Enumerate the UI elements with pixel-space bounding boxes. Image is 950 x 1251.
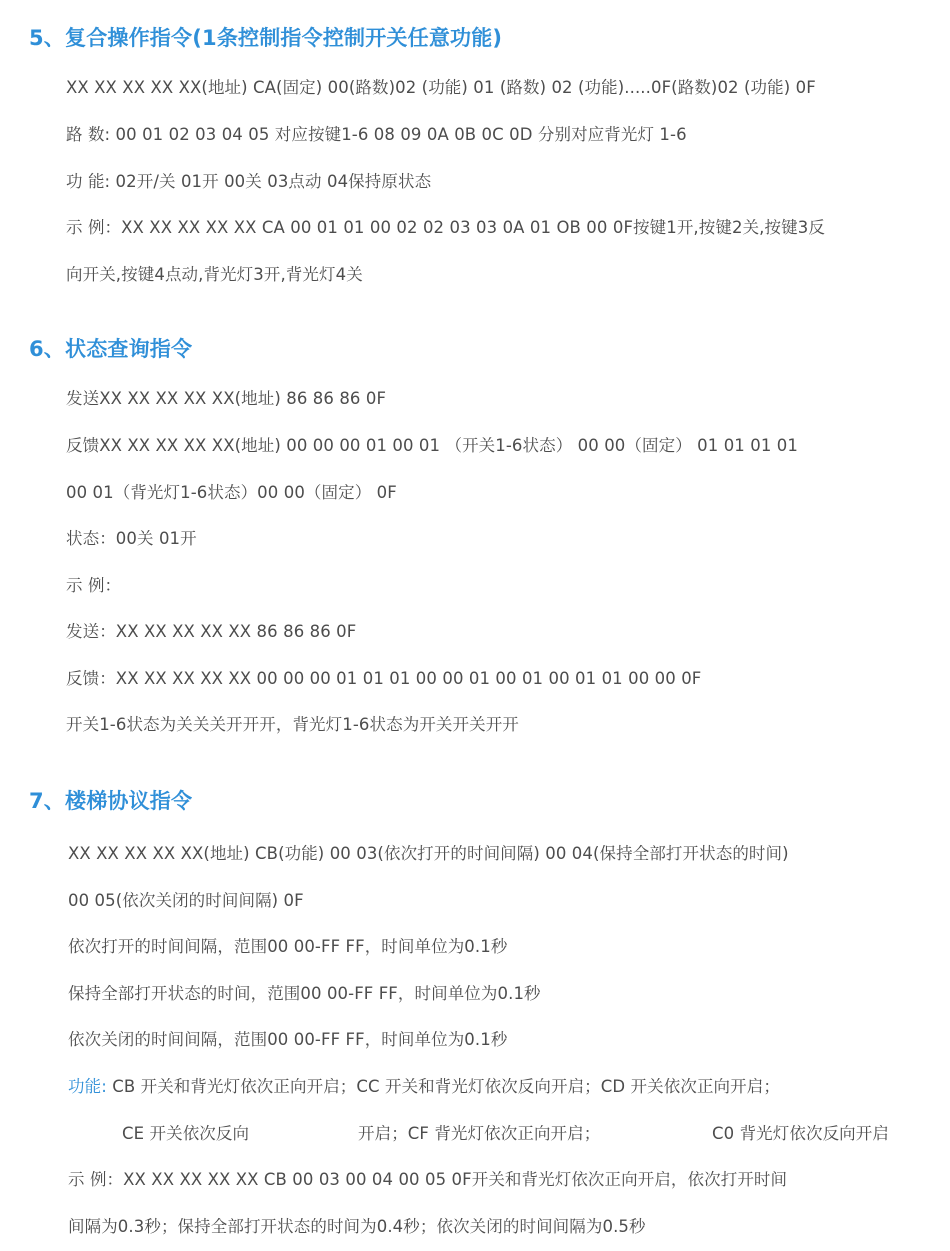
section-7-function-line-2b: 开启；CF 背光灯依次正向开启； <box>358 1124 601 1143</box>
section-6-line-3: 00 01（背光灯1-6状态）00 00（固定） 0F <box>66 483 397 502</box>
function-label: 功能: <box>68 1077 107 1096</box>
section-5-line-2: 路 数: 00 01 02 03 04 05 对应按键1-6 08 09 0A 0B 0C 0D 分别对应背光灯 1-6 <box>66 125 687 144</box>
section-7-line-3: 依次打开的时间间隔，范围00 00-FF FF，时间单位为0.1秒 <box>68 937 508 956</box>
section-6-heading: 6、状态查询指令 <box>29 337 193 361</box>
section-6-line-5: 示 例： <box>66 576 122 595</box>
section-5-line-4: 示 例：XX XX XX XX XX CA 00 01 01 00 02 02 03 03 0A 01 OB 00 0F按键1开,按键2关,按键3反 <box>66 218 825 237</box>
section-5-line-3: 功 能: 02开/关 01开 00关 03点动 04保持原状态 <box>66 172 432 191</box>
section-7-function-line-2a: CE 开关依次反向 <box>122 1124 250 1143</box>
section-5-line-5: 向开关,按键4点动,背光灯3开,背光灯4关 <box>66 265 363 284</box>
section-7-example-line-1: 示 例：XX XX XX XX XX CB 00 03 00 04 00 05 0F开关和背光灯依次正向开启，依次打开时间 <box>68 1170 788 1189</box>
section-7-line-2: 00 05(依次关闭的时间间隔) 0F <box>68 891 304 910</box>
function-text-1: CB 开关和背光灯依次正向开启；CC 开关和背光灯依次反向开启；CD 开关依次正向开启； <box>106 1077 780 1096</box>
section-7-function-line-2c: C0 背光灯依次反向开启 <box>712 1124 889 1143</box>
section-6-line-6: 发送：XX XX XX XX XX 86 86 86 0F <box>66 622 357 641</box>
section-5-heading: 5、复合操作指令(1条控制指令控制开关任意功能) <box>29 26 503 50</box>
section-7-function-line-1 <box>68 1073 780 1097</box>
section-6-line-2: 反馈XX XX XX XX XX(地址) 00 00 00 01 00 01 （开关1-6状态） 00 00（固定） 01 01 01 01 <box>66 436 798 455</box>
section-6-line-1: 发送XX XX XX XX XX(地址) 86 86 86 0F <box>66 389 387 408</box>
section-7-example-line-2: 间隔为0.3秒；保持全部打开状态的时间为0.4秒；依次关闭的时间间隔为0.5秒 <box>68 1217 646 1236</box>
section-5-line-1: XX XX XX XX XX(地址) CA(固定) 00(路数)02 (功能) 01 (路数) 02 (功能).....0F(路数)02 (功能) 0F <box>66 78 816 97</box>
section-6-line-4: 状态：00关 01开 <box>66 529 197 548</box>
section-7-heading: 7、楼梯协议指令 <box>29 789 193 813</box>
section-6-line-7: 反馈：XX XX XX XX XX 00 00 00 01 01 01 00 00 01 00 01 00 01 01 00 00 0F <box>66 669 702 688</box>
section-7-line-4: 保持全部打开状态的时间，范围00 00-FF FF，时间单位为0.1秒 <box>68 984 541 1003</box>
section-7-line-1: XX XX XX XX XX(地址) CB(功能) 00 03(依次打开的时间间隔) 00 04(保持全部打开状态的时间) <box>68 844 789 863</box>
section-6-line-8: 开关1-6状态为关关关开开开，背光灯1-6状态为开关开关开开 <box>66 715 519 734</box>
section-7-line-5: 依次关闭的时间间隔，范围00 00-FF FF，时间单位为0.1秒 <box>68 1030 508 1049</box>
